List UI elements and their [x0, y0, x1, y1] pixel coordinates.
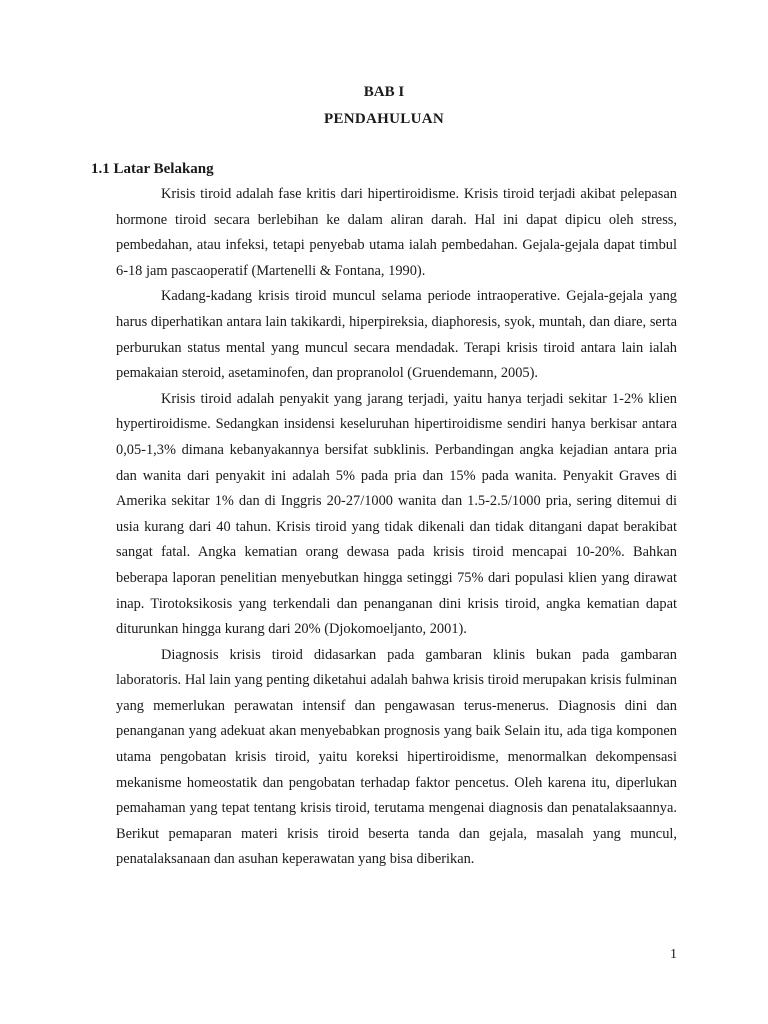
body-text — [116, 182, 677, 873]
paragraph: Diagnosis krisis tiroid didasarkan pada gambaran klinis bukan pada gambaran laboratoris. Hal lain yang penting diketahui adalah bahwa krisis tiroid merupakan krisis fulminan yang memerlukan perawatan intensif dan pengawasan terus-menerus. Diagnosis dini dan penanganan yang adekuat akan menyebabkan prognosis yang baik Selain itu, ada tiga komponen utama pengobatan krisis tiroid, yaitu koreksi hipertiroidisme, menormalkan dekompensasi mekanisme homeostatik dan pengobatan terhadap faktor pencetus. Oleh karena itu, diperlukan pemahaman yang tepat tentang krisis tiroid, terutama mengenai diagnosis dan penatalaksaannya. Berikut pemaparan materi krisis tiroid beserta tanda dan gejala, masalah yang muncul, penatalaksanaan dan asuhan keperawatan yang bisa diberikan. — [116, 646, 677, 868]
paragraph: Krisis tiroid adalah fase kritis dari hipertiroidisme. Krisis tiroid terjadi akibat pelepasan hormone tiroid secara berlebihan ke dalam aliran darah. Hal ini dapat dipicu oleh stress, pembedahan, atau infeksi, tetapi penyebab utama ialah pembedahan. Gejala-gejala dapat timbul 6-18 jam pascaoperatif (Martenelli & Fontana, 1990). — [116, 186, 677, 279]
paragraph: Krisis tiroid adalah penyakit yang jarang terjadi, yaitu hanya terjadi sekitar 1-2% klien hypertiroidisme. Sedangkan insidensi keseluruhan hipertiroidisme sendiri hanya berkisar antara 0,05-1,3% dimana kebanyakannya bersifat subklinis. Perbandingan angka kejadian antara pria dan wanita dari penyakit ini adalah 5% pada pria dan 15% pada wanita. Penyakit Graves di Amerika sekitar 1% dan di Inggris 20-27/1000 wanita dan 1.5-2.5/1000 pria, sering ditemui di usia kurang dari 40 tahun. Krisis tiroid yang tidak dikenali dan tidak ditangani dapat berakibat sangat fatal. Angka kematian orang dewasa pada krisis tiroid mencapai 10-20%. Bahkan beberapa laporan penelitian menyebutkan hingga setinggi 75% dari populasi klien yang dirawat inap. Tirotoksikosis yang terkendali dan penanganan dini krisis tiroid, angka kematian dapat diturunkan hingga kurang dari 20% (Djokomoeljanto, 2001). — [116, 390, 677, 638]
chapter-title: PENDAHULUAN — [324, 111, 444, 127]
chapter-number: BAB I — [363, 84, 405, 100]
paragraph: Kadang-kadang krisis tiroid muncul selama periode intraoperative. Gejala-gejala yang harus diperhatikan antara lain takikardi, hiperpireksia, diaphoresis, syok, muntah, dan diare, serta perburukan status mental yang muncul secara mendadak. Terapi krisis tiroid antara lain ialah pemakaian steroid, asetaminofen, dan propranolol (Gruendemann, 2005). — [116, 288, 677, 382]
section-heading: 1.1 Latar Belakang — [91, 161, 214, 177]
page-number: 1 — [670, 947, 677, 962]
